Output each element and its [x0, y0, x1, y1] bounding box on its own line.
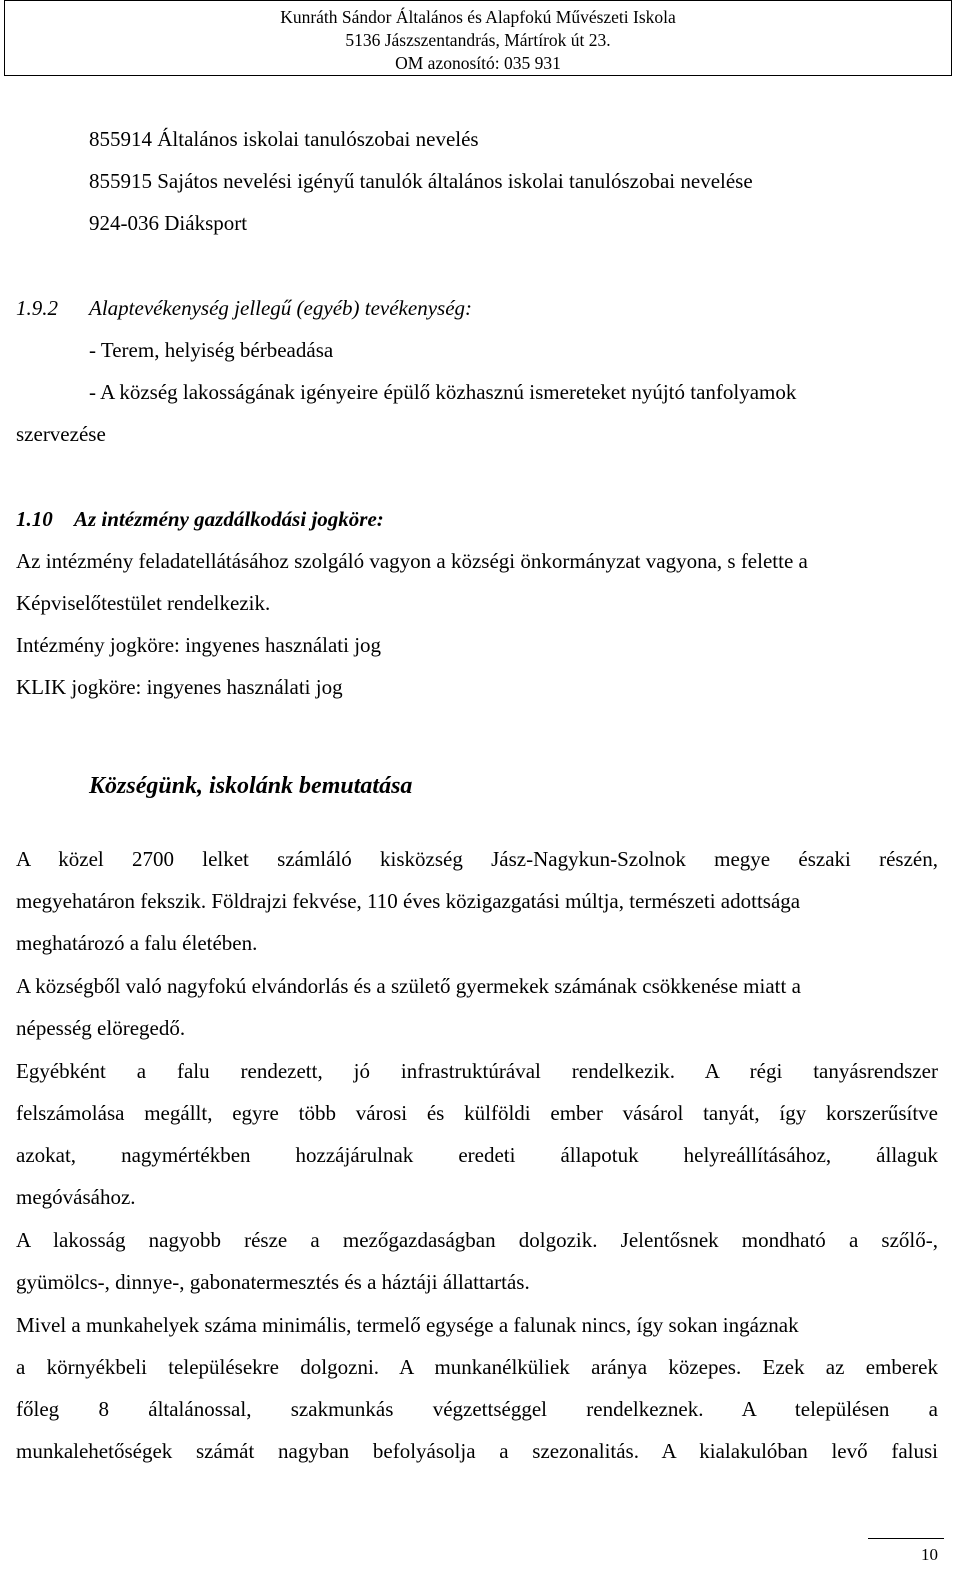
paragraph-line: A lakosság nagyobb része a mezőgazdaságban dolgozik. Jelentősnek mondható a szőlő-, [16, 1228, 938, 1252]
paragraph-line: meghatározó a falu életében. [16, 931, 258, 955]
section-number: 1.9.2 [16, 296, 58, 320]
list-item: - Terem, helyiség bérbeadása [89, 338, 334, 362]
list-item-continuation: szervezése [16, 422, 106, 446]
paragraph-line: főleg 8 általánossal, szakmunkás végzettséggel rendelkeznek. A településen a [16, 1397, 938, 1421]
school-address: 5136 Jászszentandrás, Mártírok út 23. [345, 30, 611, 50]
paragraph-line: azokat, nagymértékben hozzájárulnak eredeti állapotuk helyreállításához, állaguk [16, 1143, 938, 1167]
school-name: Kunráth Sándor Általános és Alapfokú Művészeti Iskola [280, 7, 676, 27]
activity-item: 855915 Sajátos nevelési igényű tanulók általános iskolai tanulószobai nevelése [89, 169, 753, 193]
activity-item: 924-036 Diáksport [89, 211, 248, 235]
paragraph-line: A közel 2700 lelket számláló kisközség Jász-Nagykun-Szolnok megye északi részén, [16, 847, 938, 871]
paragraph-line: Egyébként a falu rendezett, jó infrastruktúrával rendelkezik. A régi tanyásrendszer [16, 1059, 938, 1083]
paragraph-line: Intézmény jogköre: ingyenes használati jog [16, 633, 382, 657]
section-heading: Községünk, iskolánk bemutatása [89, 773, 413, 799]
paragraph-line: népesség elöregedő. [16, 1016, 186, 1040]
page-number: 10 [921, 1545, 938, 1564]
paragraph-line: gyümölcs-, dinnye-, gabonatermesztés és a háztáji állattartás. [16, 1270, 530, 1294]
om-id: OM azonosító: 035 931 [395, 53, 561, 73]
section-title: Az intézmény gazdálkodási jogköre: [74, 507, 384, 531]
section-title: Alaptevékenység jellegű (egyéb) tevékenység: [89, 296, 473, 320]
paragraph-line: Az intézmény feladatellátásához szolgáló vagyon a községi önkormányzat vagyona, s felette a [16, 549, 808, 573]
paragraph-line: A községből való nagyfokú elvándorlás és a születő gyermekek számának csökkenése miatt a [16, 974, 801, 998]
paragraph-line: megóvásához. [16, 1185, 136, 1209]
page-header [4, 0, 952, 76]
paragraph-line: KLIK jogköre: ingyenes használati jog [16, 675, 343, 699]
paragraph-line: Mivel a munkahelyek száma minimális, termelő egysége a falunak nincs, így sokan ingáznak [16, 1313, 799, 1337]
paragraph-line: a környékbeli településekre dolgozni. A munkanélküliek aránya közepes. Ezek az emberek [16, 1355, 938, 1379]
list-item: - A község lakosságának igényeire épülő közhasznú ismereteket nyújtó tanfolyamok [89, 380, 797, 404]
section-number: 1.10 [16, 507, 53, 531]
activity-item: 855914 Általános iskolai tanulószobai nevelés [89, 127, 479, 151]
paragraph-line: megyehatáron fekszik. Földrajzi fekvése, 110 éves közigazgatási múltja, természeti adottsága [16, 889, 801, 913]
paragraph-line: Képviselőtestület rendelkezik. [16, 591, 271, 615]
paragraph-line: munkalehetőségek számát nagyban befolyásolja a szezonalitás. A kialakulóban levő falusi [16, 1439, 938, 1463]
page-footer [868, 1538, 944, 1570]
paragraph-line: felszámolása megállt, egyre több városi és külföldi ember vásárol tanyát, így korszerűsítve [16, 1101, 938, 1125]
